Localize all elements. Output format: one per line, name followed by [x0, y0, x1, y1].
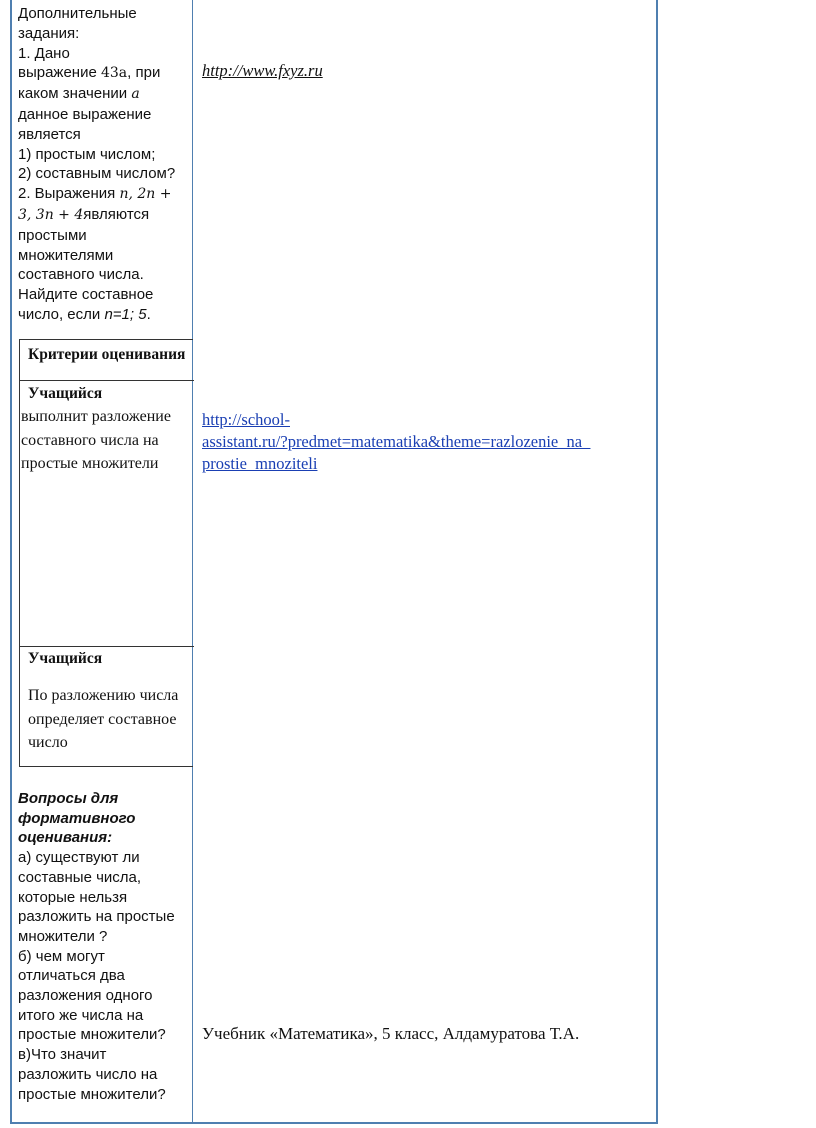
- task-line: число, если n=1; 5.: [18, 305, 151, 323]
- task-line: каком значении a: [18, 85, 140, 103]
- question-line: а) существуют ли: [18, 849, 140, 867]
- question-line: разложить число на: [18, 1065, 158, 1083]
- task-line: данное выражение: [18, 105, 152, 123]
- question-line: в)Что значит: [18, 1046, 107, 1064]
- math-expression: 3, 3n + 4: [18, 206, 84, 223]
- task-line: Найдите составное: [18, 286, 154, 304]
- task-line: простыми: [18, 226, 87, 244]
- questions-title: Вопросы для: [18, 790, 119, 807]
- question-line: разложения одного: [18, 987, 153, 1005]
- question-line: разложить на простые: [18, 908, 175, 926]
- criteria-row-title: Учащийся: [28, 650, 103, 667]
- task-line: выражение 43a, при: [18, 64, 161, 82]
- math-expression: 43a: [100, 65, 128, 82]
- question-line: множители ?: [18, 927, 108, 945]
- textbook-reference: Учебник «Математика», 5 класс, Алдамуратова Т.А.: [202, 1024, 580, 1043]
- question-line: отличаться два: [18, 967, 125, 985]
- question-line: итого же числа на: [18, 1006, 144, 1024]
- link-school-assistant[interactable]: http://school- assistant.ru/?predmet=matematika&theme=razlozenie_na_ prostie_mnoziteli: [202, 410, 591, 473]
- additional-tasks-text: [18, 4, 190, 325]
- question-line: которые нельзя: [18, 888, 128, 906]
- math-expression: n, 2n +: [119, 186, 172, 203]
- questions-title: формативного: [18, 809, 136, 827]
- task-line: Дополнительные: [18, 5, 137, 22]
- task-line: составного числа.: [18, 266, 144, 284]
- task-line: множителями: [18, 246, 114, 264]
- criteria-row: [20, 380, 194, 646]
- question-line: простые множители?: [18, 1085, 166, 1103]
- task-line: задания:: [18, 24, 80, 42]
- questions-title: оценивания:: [18, 829, 113, 847]
- criteria-row: [20, 646, 194, 767]
- math-condition: n=1; 5: [104, 305, 147, 323]
- question-line: б) чем могут: [18, 947, 105, 965]
- formative-questions: [18, 789, 190, 1104]
- task-line: является: [18, 125, 81, 143]
- task-line: 3, 3n + 4являются: [18, 205, 150, 223]
- criteria-table: [19, 339, 193, 767]
- math-variable: a: [131, 86, 140, 103]
- criteria-row-text: выполнит разложение составного числа на простые множители: [21, 408, 171, 472]
- criteria-row-text: По разложению числа определяет составное число: [28, 687, 179, 751]
- task-line: 1. Дано: [18, 44, 70, 62]
- task-line: 2) составным числом?: [18, 165, 176, 183]
- task-line: 1) простым числом;: [18, 145, 156, 163]
- question-line: простые множители?: [18, 1026, 166, 1044]
- task-line: 2. Выражения n, 2n +: [18, 185, 172, 203]
- criteria-row-title: Учащийся: [28, 385, 103, 402]
- question-line: составные числа,: [18, 868, 142, 886]
- link-fxyz[interactable]: http://www.fxyz.ru: [202, 61, 323, 80]
- criteria-header: Критерии оценивания: [28, 346, 186, 363]
